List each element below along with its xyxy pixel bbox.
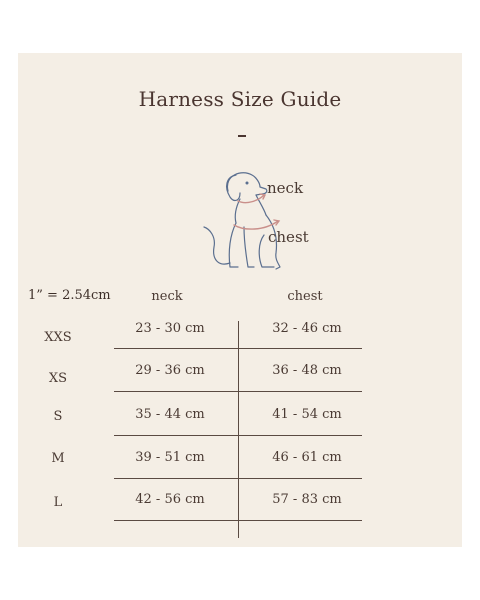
unit-conversion: 1” = 2.54cm	[28, 288, 111, 303]
size-label: XXS	[44, 330, 72, 345]
dog-diagram-icon	[184, 163, 334, 275]
neck-range: 29 - 36 cm	[135, 363, 205, 378]
neck-label: neck	[267, 179, 304, 197]
neck-range: 23 - 30 cm	[135, 321, 205, 336]
chest-range: 36 - 48 cm	[272, 363, 342, 378]
chest-range: 32 - 46 cm	[272, 321, 342, 336]
size-label: S	[53, 409, 63, 424]
chest-range: 46 - 61 cm	[272, 450, 342, 465]
size-label: L	[53, 495, 63, 510]
page-title: Harness Size Guide	[138, 87, 342, 111]
column-divider	[238, 321, 239, 538]
chest-range: 57 - 83 cm	[272, 492, 342, 507]
chest-label: chest	[268, 228, 309, 246]
size-label: XS	[48, 371, 68, 386]
column-header-neck: neck	[151, 289, 183, 304]
size-label: M	[51, 451, 65, 466]
size-guide-card	[18, 53, 462, 547]
column-header-chest: chest	[287, 289, 323, 304]
neck-range: 42 - 56 cm	[135, 492, 205, 507]
title-divider	[238, 135, 246, 137]
neck-range: 35 - 44 cm	[135, 407, 205, 422]
chest-range: 41 - 54 cm	[272, 407, 342, 422]
neck-range: 39 - 51 cm	[135, 450, 205, 465]
